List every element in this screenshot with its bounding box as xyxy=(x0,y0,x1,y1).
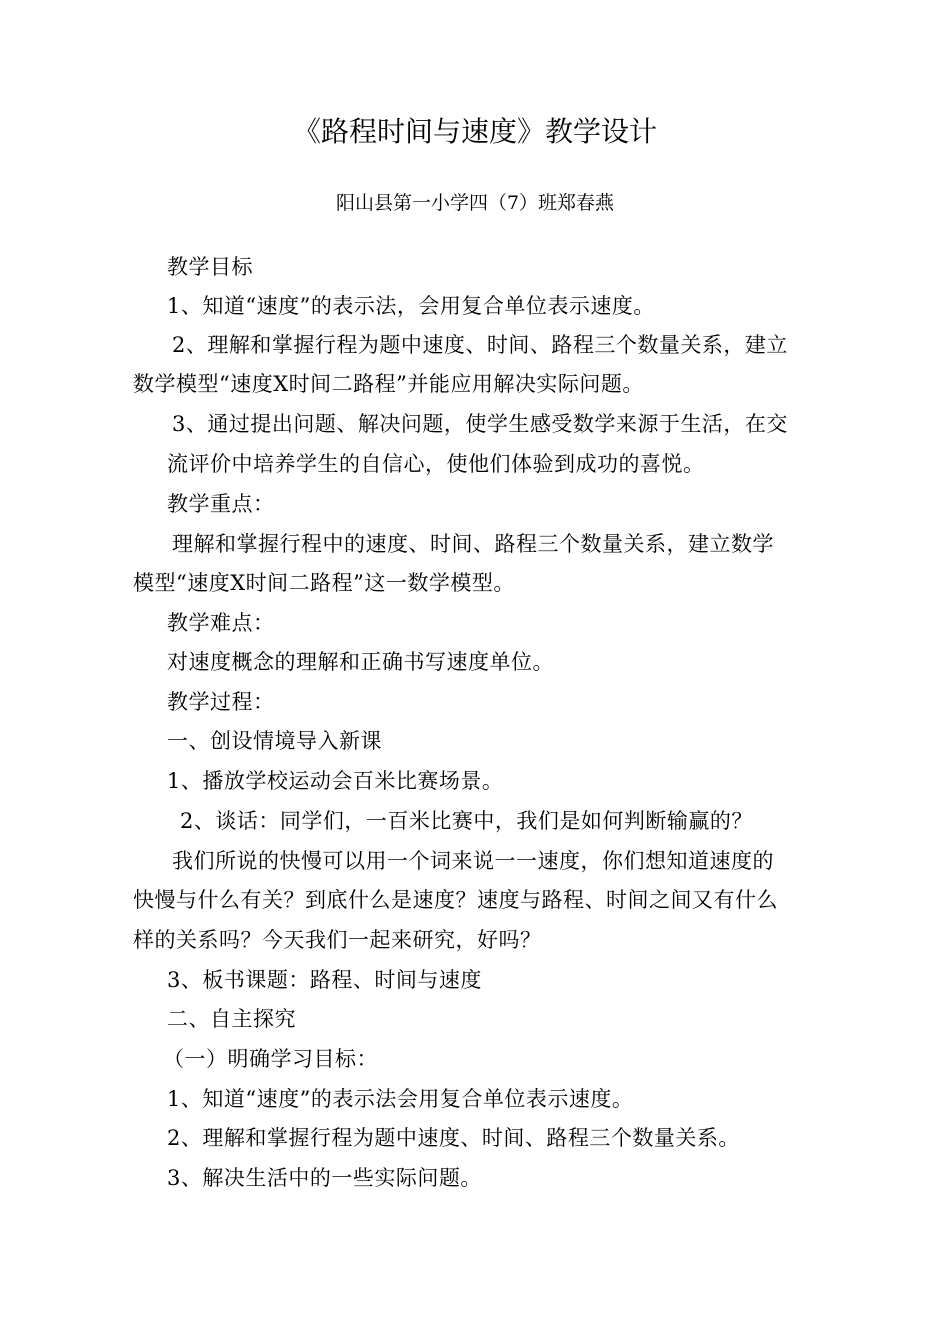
text-line: 教学难点： xyxy=(167,611,275,635)
text-line: 1、知道“速度”的表示法会用复合单位表示速度。 xyxy=(167,1087,634,1111)
text-line: 对速度概念的理解和正确书写速度单位。 xyxy=(167,650,554,674)
text-line: 2、理解和掌握行程为题中速度、时间、路程三个数量关系，建立 xyxy=(172,333,788,357)
text-line: 理解和掌握行程中的速度、时间、路程三个数量关系，建立数学 xyxy=(172,532,774,556)
text-line: 模型“速度X时间二路程”这一数学模型。 xyxy=(133,571,515,595)
text-line: 样的关系吗？今天我们一起来研究，好吗？ xyxy=(133,928,542,952)
text-line: 二、自主探究 xyxy=(167,1007,296,1031)
text-line: 3、通过提出问题、解决问题，使学生感受数学来源于生活，在交 xyxy=(172,412,788,436)
text-line: 3、解决生活中的一些实际问题。 xyxy=(167,1166,482,1190)
text-line: 2、理解和掌握行程为题中速度、时间、路程三个数量关系。 xyxy=(167,1126,740,1150)
text-line: 1、知道“速度”的表示法，会用复合单位表示速度。 xyxy=(167,294,655,318)
document-author: 阳山县第一小学四（7）班郑春燕 xyxy=(335,192,615,214)
text-line: 教学过程： xyxy=(167,690,275,714)
text-line: 3、板书课题：路程、时间与速度 xyxy=(167,968,482,992)
text-line: 1、播放学校运动会百米比赛场景。 xyxy=(167,769,504,793)
text-line: 一、创设情境导入新课 xyxy=(167,729,382,753)
document-title: 《路程时间与速度》教学设计 xyxy=(292,115,657,148)
text-line: 数学模型“速度X时间二路程”并能应用解决实际问题。 xyxy=(133,372,644,396)
text-line: 2、谈话：同学们，一百米比赛中，我们是如何判断输赢的？ xyxy=(180,809,753,833)
text-line: 教学重点： xyxy=(167,492,275,516)
text-line: 我们所说的快慢可以用一个词来说一一速度，你们想知道速度的 xyxy=(172,849,774,873)
text-line: （一）明确学习目标： xyxy=(163,1047,378,1071)
text-line: 流评价中培养学生的自信心，使他们体验到成功的喜悦。 xyxy=(167,452,705,476)
text-line: 快慢与什么有关？到底什么是速度？速度与路程、时间之间又有什么 xyxy=(133,888,778,912)
text-line: 教学目标 xyxy=(167,255,253,279)
